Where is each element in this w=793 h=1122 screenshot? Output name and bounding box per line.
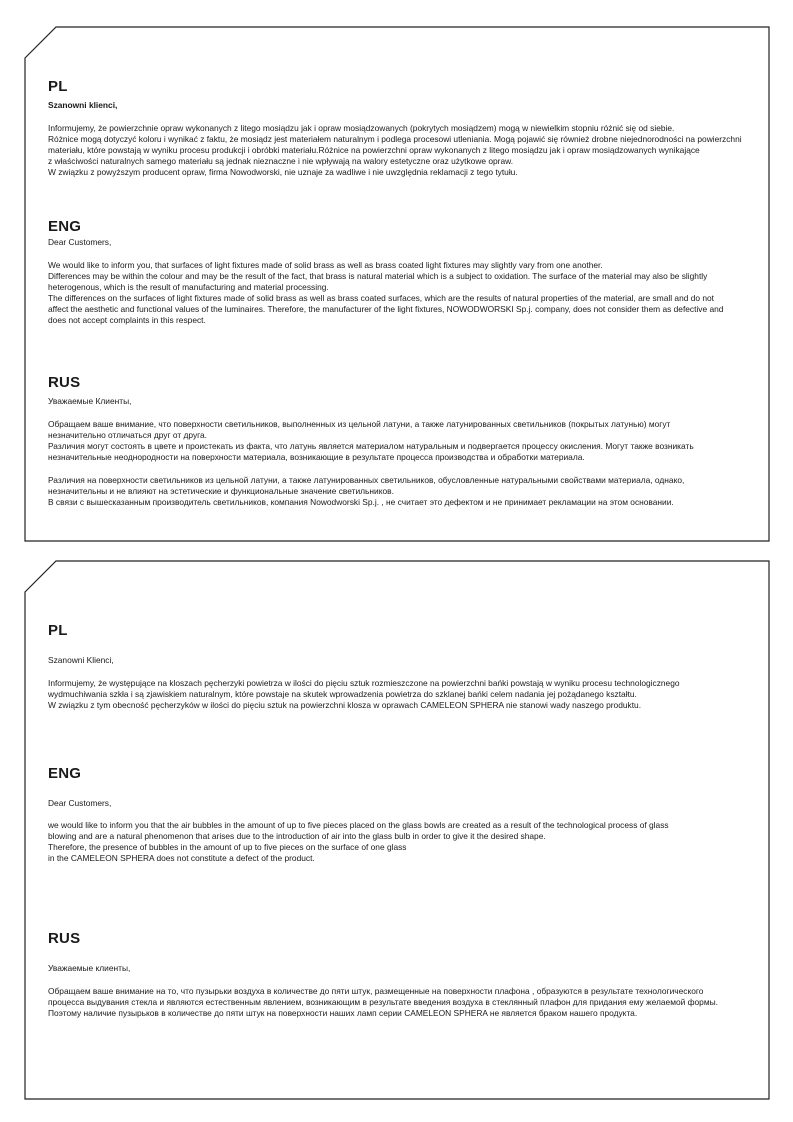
body-line: We would like to inform you, that surfaces of light fixtures made of solid brass as well as brass coated light fixtures may slightly vary from one another. [48,260,603,270]
body-line: The differences on the surfaces of light fixtures made of solid brass as well as brass coated surfaces, which are the results of natural properties of the material, are small and do not [48,293,714,303]
body-line: Różnice mogą dotyczyć koloru i wynikać z faktu, że mosiądz jest materiałem naturalnym i podlega procesowi utleniania. Mogą pojawić się również drobne niejednorodności na powierzchni [48,134,742,144]
lang-heading-pl: PL [48,622,68,639]
greeting-pl: Szanowni klienci, [48,100,118,110]
body-line: Различия на поверхности светильников из цельной латуни, а также латунированных светильников, обусловленные натуральными свойствами материала, однако, [48,475,685,485]
notice-frame-brass [24,26,770,542]
body-line: Обращаем ваше внимание на то, что пузырьки воздуха в количестве до пяти штук, размещенные на поверхности плафона , образуются в результате технологического [48,986,704,996]
body-line: we would like to inform you that the air bubbles in the amount of up to five pieces placed on the glass bowls are created as a result of the technological process of glass [48,820,669,830]
body-eng [48,820,756,864]
body-line: materiału, które powstają w wyniku procesu produkcji i obróbki materiału.Różnice na powierzchni opraw wykonanych z litego mosiądzu jak i opraw mosiądzowanych wynikające [48,145,700,155]
lang-heading-pl: PL [48,78,68,95]
body-line: W związku z tym obecność pęcherzyków w ilości do pięciu sztuk na powierzchni klosza w oprawach CAMELEON SPHERA nie stanowi wady naszego produktu. [48,700,642,710]
body-line: z właściwości naturalnych samego materiału są jednak nieznaczne i nie wpływają na walory estetyczne oraz użytkowe opraw. [48,156,514,166]
body-line: процесса выдувания стекла и являются естественным явлением, возникающим в результате введения воздуха в стеклянный плафон для придания ему желаемой формы. [48,997,718,1007]
body-line: affect the aesthetic and functional values of the luminaires. Therefore, the manufacturer of the light fixtures, NOWODWORSKI Sp.j. company, does not consider them as defective and [48,304,724,314]
greeting-rus: Уважаемые клиенты, [48,963,131,973]
body-line: незначительно отличаться друг от друга. [48,430,207,440]
lang-heading-eng: ENG [48,765,82,782]
body-rus-a [48,419,756,463]
greeting-pl: Szanowni Klienci, [48,655,114,665]
body-eng [48,260,756,326]
body-pl [48,123,756,178]
greeting-eng: Dear Customers, [48,237,112,247]
body-rus-b [48,475,756,508]
lang-heading-rus: RUS [48,930,81,947]
body-line: Различия могут состоять в цвете и проистекать из факта, что латунь является материалом натуральным и подвергается процессу окисления. Могут также возникать [48,441,694,451]
body-line: in the CAMELEON SPHERA does not constitute a defect of the product. [48,853,315,863]
notice-frame-bubbles [24,560,770,1100]
lang-heading-eng: ENG [48,218,82,235]
body-line: В связи с вышесказанным производитель светильников, компания Nowodworski Sp.j. , не считает это дефектом и не принимает рекламации на этом основании. [48,497,674,507]
body-line: Поэтому наличие пузырьков в количестве до пяти штук на поверхности наших ламп серии CAMELEON SPHERA не является браком нашего продукта. [48,1008,638,1018]
body-line: Informujemy, że powierzchnie opraw wykonanych z litego mosiądzu jak i opraw mosiądzowanych (pokrytych mosiądzem) mogą w niewielkim stopniu różnić się od siebie. [48,123,675,133]
body-line: heterogenous, which is the result of manufacturing and material processing. [48,282,329,292]
body-line: W związku z powyższym producent opraw, firma Nowodworski, nie uznaje za wadliwe i nie uwzględnia reklamacji z tego tytułu. [48,167,518,177]
body-line: Обращаем ваше внимание, что поверхности светильников, выполненных из цельной латуни, а также латунированных светильников (покрытых латунью) могут [48,419,671,429]
body-line: незначительные неоднородности на поверхности материала, возникающие в результате процесса производства и обработки материала. [48,452,585,462]
body-line: Therefore, the presence of bubbles in the amount of up to five pieces on the surface of one glass [48,842,407,852]
body-rus [48,986,756,1019]
body-line: Differences may be within the colour and may be the result of the fact, that brass is natural material which is a subject to oxidation. The surface of the material may also be slightly [48,271,708,281]
body-line: Informujemy, że występujące na kloszach pęcherzyki powietrza w ilości do pięciu sztuk rozmieszczone na powierzchni bańki powstają w wyniku procesu technologicznego [48,678,680,688]
body-line: wydmuchiwania szkła i są zjawiskiem naturalnym, które powstaje na skutek wprowadzenia powietrza do szklanej bańki celem nadania jej pożądanego kształtu. [48,689,637,699]
body-pl [48,678,756,711]
lang-heading-rus: RUS [48,374,81,391]
body-line: blowing and are a natural phenomenon that arises due to the introduction of air into the glass bulb in order to give it the desired shape. [48,831,546,841]
body-line: does not accept complaints in this respect. [48,315,206,325]
greeting-rus: Уважаемые Клиенты, [48,396,132,406]
body-line: незначительны и не влияют на эстетические и функциональные значение светильников. [48,486,394,496]
greeting-eng: Dear Customers, [48,798,112,808]
